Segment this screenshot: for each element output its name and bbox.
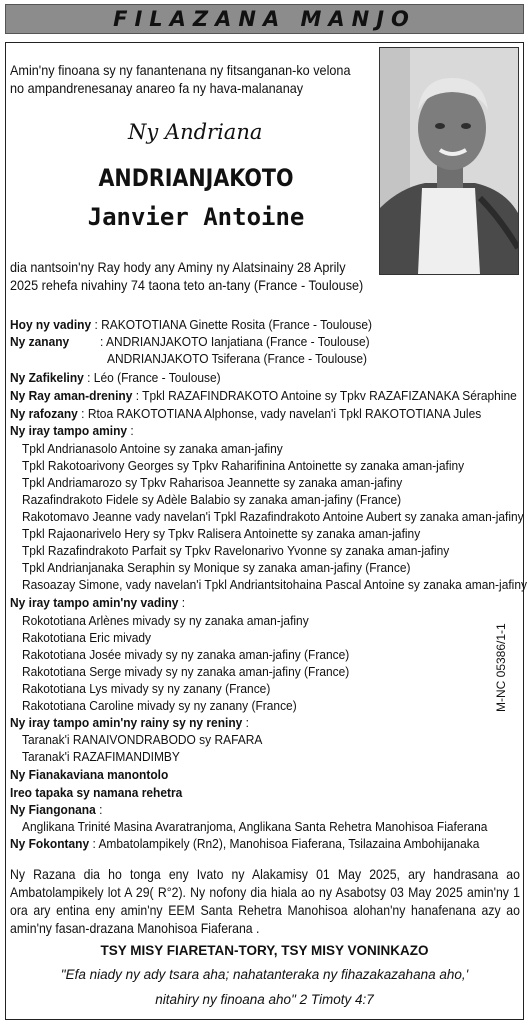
list-item: Tpkl Rajaonarivelo Hery sy Tpkv Ralisera Antoinette sy zanaka aman-jafiny — [22, 526, 421, 541]
intro-text: Amin'ny finoana sy ny fanantenana ny fitsanganan-ko velona no ampandrenesanay anareo fa ny hava-malananay — [10, 63, 351, 96]
church-colon: : — [99, 802, 103, 817]
notice-header-title: FILAZANA MANJO — [113, 7, 416, 31]
bible-quote-line-2: nitahiry ny finoana aho" 2 Timoty 4:7 — [155, 992, 374, 1007]
bible-quote-line-1: "Efa niady ny ady tsara aha; nahatanteraka ny fihazakazahana aho,' — [60, 967, 469, 982]
parents-names: : Tpkl RAZAFINDRAKOTO Antoine sy Tpkv RAZAFIZANAKA Séraphine — [135, 388, 517, 403]
church-names: Anglikana Trinité Masina Avaratranjoma, Anglikana Santa Rehetra Manohisoa Fiaferana — [22, 819, 488, 834]
list-item: Tpkl Andrianasolo Antoine sy zanaka aman-jafiny — [22, 441, 283, 456]
child-1: : ANDRIANJAKOTO Ianjatiana (France - Toulouse) — [100, 334, 370, 349]
parent-siblings-colon: : — [245, 715, 249, 730]
list-item: Rasoazay Simone, vady navelan'i Tpkl Andriantsitohaina Pascal Antoine sy zanaka aman-jafiny — [22, 577, 527, 592]
death-notice: dia nantsoin'ny Ray hody any Aminy ny Alatsinainy 28 Aprily 2025 rehefa nivahiny 74 taona teto an-tany (France - Toulouse) — [10, 260, 364, 293]
list-item: Taranak'i RAZAFIMANDIMBY — [22, 749, 180, 764]
burial-details: Ny Razana dia ho tonga eny Ivato ny Alakamisy 01 May 2025, ary handrasana ao Ambatolampikely lot A 29( R°2). Ny nofony dia hiala ao ny Asabotsy 03 May 2025 amin'ny 1 ora ary entina eny amin'ny EEM Santa Rehetra Manohisoa alohan'ny hanafenana azy ao amin'ny fasan-drazana Manohisoa Fiaferana . — [10, 867, 520, 936]
list-item: Tpkl Rakotoarivony Georges sy Tpkv Raharifinina Antoinette sy zanaka aman-jafiny — [22, 458, 465, 473]
deceased-portrait-photo — [379, 47, 519, 275]
in-laws-line — [10, 405, 481, 422]
wife-siblings-heading — [10, 594, 185, 611]
parent-siblings-label: Ny iray tampo amin'ny rainy sy ny reniny — [10, 715, 243, 730]
grandchild-line — [10, 369, 221, 386]
list-item: Tpkl Razafindrakoto Parfait sy Tpkv Ravelonarivo Yvonne sy zanaka aman-jafiny — [22, 543, 450, 558]
list-item: Razafindrakoto Fidele sy Adèle Balabio sy zanaka aman-jafiny (France) — [22, 492, 402, 507]
grandchild-label: Ny Zafikeliny — [10, 370, 84, 385]
grandchild-name: : Léo (France - Toulouse) — [87, 370, 221, 385]
list-item: Rakototiana Serge mivady sy ny zanaka aman-jafiny (France) — [22, 664, 350, 679]
parent-siblings-heading — [10, 714, 249, 731]
list-item: Rakotomavo Jeanne vady navelan'i Tpkl Razafindrakoto Antoine Aubert sy zanaka aman-jafiny — [22, 509, 524, 524]
related-families-label: Ireo tapaka sy namana rehetra — [10, 785, 183, 800]
in-laws-label: Ny rafozany — [10, 406, 78, 421]
list-item: Rakototiana Lys mivady sy ny zanany (France) — [22, 681, 271, 696]
list-item: Taranak'i RANAIVONDRABODO sy RAFARA — [22, 732, 263, 747]
neighborhood-line — [10, 835, 479, 852]
parents-line — [10, 387, 517, 404]
spouse-name: : RAKOTOTIANA Ginette Rosita (France - Toulouse) — [94, 317, 373, 332]
neighborhood-names: : Ambatolampikely (Rn2), Manohisoa Fiaferana, Tsilazaina Ambohijanaka — [92, 836, 480, 851]
list-item: Tpkl Andrianjanaka Seraphin sy Monique sy zanaka aman-jafiny (France) — [22, 560, 411, 575]
parents-label: Ny Ray aman-dreniny — [10, 388, 133, 403]
extended-family — [10, 766, 168, 783]
church-label: Ny Fiangonana — [10, 802, 96, 817]
siblings-label: Ny iray tampo aminy — [10, 423, 128, 438]
siblings-colon: : — [130, 423, 134, 438]
siblings-heading — [10, 422, 134, 439]
related-families — [10, 784, 182, 801]
deceased-given-names: Janvier Antoine — [87, 203, 305, 231]
extended-family-label: Ny Fianakaviana manontolo — [10, 767, 169, 782]
list-item: Rokototiana Arlènes mivady sy ny zanaka aman-jafiny — [22, 613, 309, 628]
list-item: Tpkl Andriamarozo sy Tpkv Raharisoa Jeannette sy zanaka aman-jafiny — [22, 475, 403, 490]
notice-header — [5, 4, 524, 34]
children-line — [10, 333, 69, 350]
honorific: Ny Andriana — [128, 120, 263, 144]
wife-siblings-colon: : — [181, 595, 186, 610]
child-2: ANDRIANJAKOTO Tsiferana (France - Toulouse) — [107, 351, 368, 366]
church-heading — [10, 801, 102, 818]
in-laws-names: : Rtoa RAKOTOTIANA Alphonse, vady navelan'i Tpkl RAKOTOTIANA Jules — [81, 406, 482, 421]
list-item: Rakototiana Josée mivady sy ny zanaka aman-jafiny (France) — [22, 647, 350, 662]
children-label: Ny zanany — [10, 334, 70, 349]
spouse-line — [10, 316, 372, 333]
reference-code: M-NC 05386/1-1 — [494, 623, 508, 712]
wife-siblings-label: Ny iray tampo amin'ny vadiny — [10, 595, 179, 610]
closing-notice: TSY MISY FIARETAN-TORY, TSY MISY VONINKAZO — [100, 943, 429, 958]
deceased-surname: ANDRIANJAKOTO — [98, 164, 294, 192]
list-item: Rakototiana Caroline mivady sy ny zanany (France) — [22, 698, 297, 713]
list-item: Rakototiana Eric mivady — [22, 630, 152, 645]
spouse-label: Hoy ny vadiny — [10, 317, 92, 332]
neighborhood-label: Ny Fokontany — [10, 836, 90, 851]
